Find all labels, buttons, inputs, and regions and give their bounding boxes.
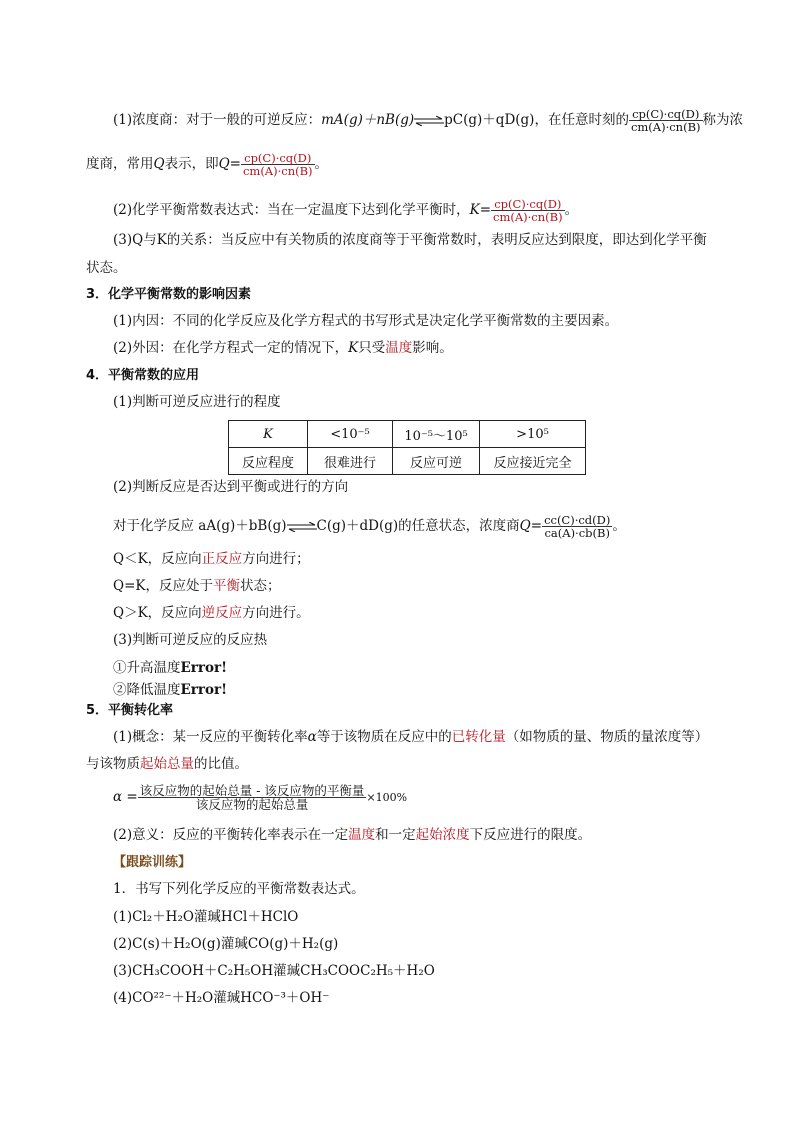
q-lt-k-line: [113, 553, 310, 567]
q-k-relation-line2: [86, 262, 127, 276]
text: Q＜K，反应向: [113, 551, 202, 567]
highlight: 逆反应: [201, 605, 243, 621]
text: 称为浓: [702, 112, 744, 129]
exercise-prompt: [113, 883, 365, 897]
text: (3)判断可逆反应的反应热: [113, 632, 268, 648]
table-cell: 反应可逆: [393, 448, 480, 475]
q-eq: Q=: [519, 518, 543, 535]
table-cell: K: [229, 421, 308, 448]
judge-degree-line: [113, 396, 281, 410]
text: 表示，即: [164, 156, 219, 173]
symbol-alpha: α: [307, 729, 317, 745]
text: 只受: [358, 340, 386, 356]
reversible-arrow-icon: [287, 522, 317, 532]
text: (2)化学平衡常数表达式：当在一定温度下达到化学平衡时，: [113, 202, 470, 219]
text: 等于该物质在反应中的: [316, 729, 452, 745]
judge-direction-line: [113, 481, 348, 495]
symbol-q: Q: [153, 156, 165, 173]
denominator: cm(A)·cn(B): [242, 164, 313, 179]
table-row: [229, 448, 586, 475]
text: 下反应进行的限度。: [469, 827, 592, 843]
table-cell: 反应程度: [229, 448, 308, 475]
conversion-concept-line: [113, 731, 708, 745]
text: 状态。: [86, 260, 127, 276]
highlight: 温度: [385, 340, 413, 356]
section-heading-4: 4．平衡常数的应用: [86, 368, 200, 383]
fraction: [138, 784, 367, 811]
exercise-item-2: [113, 938, 338, 952]
text: Q＞K，反应向: [113, 605, 202, 621]
text: 状态；: [239, 578, 281, 594]
text: 。: [314, 156, 329, 173]
k-degree-table: [228, 420, 586, 475]
internal-factor-line: [113, 315, 618, 329]
denominator: cm(A)·cn(B): [630, 120, 701, 135]
highlight: 已转化量: [451, 729, 506, 745]
highlight: 正反应: [201, 551, 243, 567]
fraction: [629, 108, 703, 133]
equilibrium-constant-line: [113, 198, 578, 223]
text: (2)C(s)＋H₂O(g)灌瑊CO(g)＋H₂(g): [113, 936, 339, 952]
table-cell: <10⁻⁵: [308, 421, 393, 448]
q-gt-k-line: [113, 607, 310, 621]
text: Q=K，反应处于: [113, 578, 213, 594]
reaction-left: mA(g)＋nB(g): [321, 112, 415, 129]
denominator: ca(A)·cb(B): [542, 526, 612, 539]
text: 与该物质: [86, 756, 140, 772]
numerator: cp(C)·cq(D): [494, 197, 562, 211]
text: 和一定: [375, 827, 416, 843]
reversible-arrow-icon: [414, 116, 444, 126]
numerator: 该反应物的起始总量 - 该反应物的平衡量: [139, 783, 365, 798]
denominator: 该反应物的起始总量: [138, 797, 367, 811]
symbol-k: K: [348, 340, 359, 356]
text: 影响。: [412, 340, 453, 356]
text: (3)Q与K的关系：当反应中有关物质的浓度商等于平衡常数时，表明反应达到限度，即达到化学平衡: [113, 232, 707, 248]
exercise-item-1: [113, 911, 298, 925]
fraction: [542, 514, 612, 539]
text: (4)CO²²⁻＋H₂O灌瑊HCO⁻³＋OH⁻: [113, 990, 330, 1006]
text: 方向进行。: [242, 605, 310, 621]
numerator: cp(C)·cq(D): [244, 151, 312, 165]
error-text: Error!: [180, 660, 228, 676]
text: (2)意义：反应的平衡转化率表示在一定: [113, 827, 349, 843]
table-cell: >10⁵: [480, 421, 586, 448]
section-heading-5: 5．平衡转化率: [86, 703, 174, 718]
text: (1)浓度商：对于一般的可逆反应：: [113, 112, 322, 129]
table-cell: 10⁻⁵～10⁵: [393, 421, 480, 448]
numerator: cp(C)·cq(D): [632, 107, 700, 121]
highlight: 起始总量: [140, 756, 194, 772]
judge-heat-line: [113, 634, 267, 648]
text: (1)概念：某一反应的平衡转化率: [113, 729, 308, 745]
conversion-meaning-line: [113, 829, 591, 843]
alpha-eq: α =: [113, 789, 138, 806]
percent: ×100%: [366, 791, 408, 805]
text: (1)Cl₂＋H₂O灌瑊HCl＋HClO: [113, 909, 299, 925]
denominator: cm(A)·cn(B): [493, 210, 563, 225]
text: 对于化学反应 aA(g)＋bB(g): [113, 518, 287, 535]
q-k-relation-line: [113, 234, 707, 248]
highlight: 温度: [348, 827, 376, 843]
text: （如物质的量、物质的量浓度等）: [505, 729, 709, 745]
text: C(g)＋dD(g)的任意状态，浓度商: [316, 518, 520, 535]
k-eq: K=: [469, 202, 492, 219]
concentration-quotient-line: [113, 108, 743, 133]
raise-temp-line: [113, 662, 227, 676]
arbitrary-state-line: [113, 514, 626, 539]
text: 的比值。: [194, 756, 248, 772]
error-text: Error!: [180, 682, 228, 698]
q-eq-k-line: [113, 580, 280, 594]
highlight: 起始浓度: [415, 827, 470, 843]
conversion-formula: [113, 784, 407, 811]
text: 度商，常用: [86, 156, 154, 173]
follow-up-training-heading: 【跟踪训练】: [113, 855, 192, 870]
table-row: [229, 421, 586, 448]
conversion-concept-line2: [86, 758, 248, 772]
text: ①升高温度: [113, 660, 181, 676]
concentration-quotient-line2: [86, 152, 328, 177]
text: 1．书写下列化学反应的平衡常数表达式。: [113, 881, 365, 897]
numerator: cc(C)·cd(D): [544, 513, 611, 527]
section-heading-3: 3．化学平衡常数的影响因素: [86, 287, 252, 302]
reaction-right: pC(g)＋qD(g)，在任意时刻的: [444, 112, 629, 129]
lower-temp-line: [113, 684, 227, 698]
text: ②降低温度: [113, 682, 181, 698]
text: (2)外因：在化学方程式一定的情况下，: [113, 340, 349, 356]
text: (2)判断反应是否达到平衡或进行的方向: [113, 479, 349, 495]
text: (1)内因：不同的化学反应及化学方程式的书写形式是决定化学平衡常数的主要因素。: [113, 313, 619, 329]
text: 。: [612, 518, 626, 535]
fraction: [491, 198, 565, 223]
text: (3)CH₃COOH＋C₂H₅OH灌瑊CH₃COOC₂H₅＋H₂O: [113, 963, 435, 979]
highlight: 平衡: [212, 578, 240, 594]
table-cell: 很难进行: [308, 448, 393, 475]
text: 方向进行；: [242, 551, 310, 567]
fraction: [241, 152, 315, 177]
text: 。: [564, 202, 579, 219]
q-eq: Q=: [218, 156, 241, 173]
exercise-item-3: [113, 965, 435, 979]
table-cell: 反应接近完全: [480, 448, 586, 475]
exercise-item-4: [113, 992, 329, 1006]
text: (1)判断可逆反应进行的程度: [113, 394, 281, 410]
external-factor-line: [113, 342, 453, 356]
